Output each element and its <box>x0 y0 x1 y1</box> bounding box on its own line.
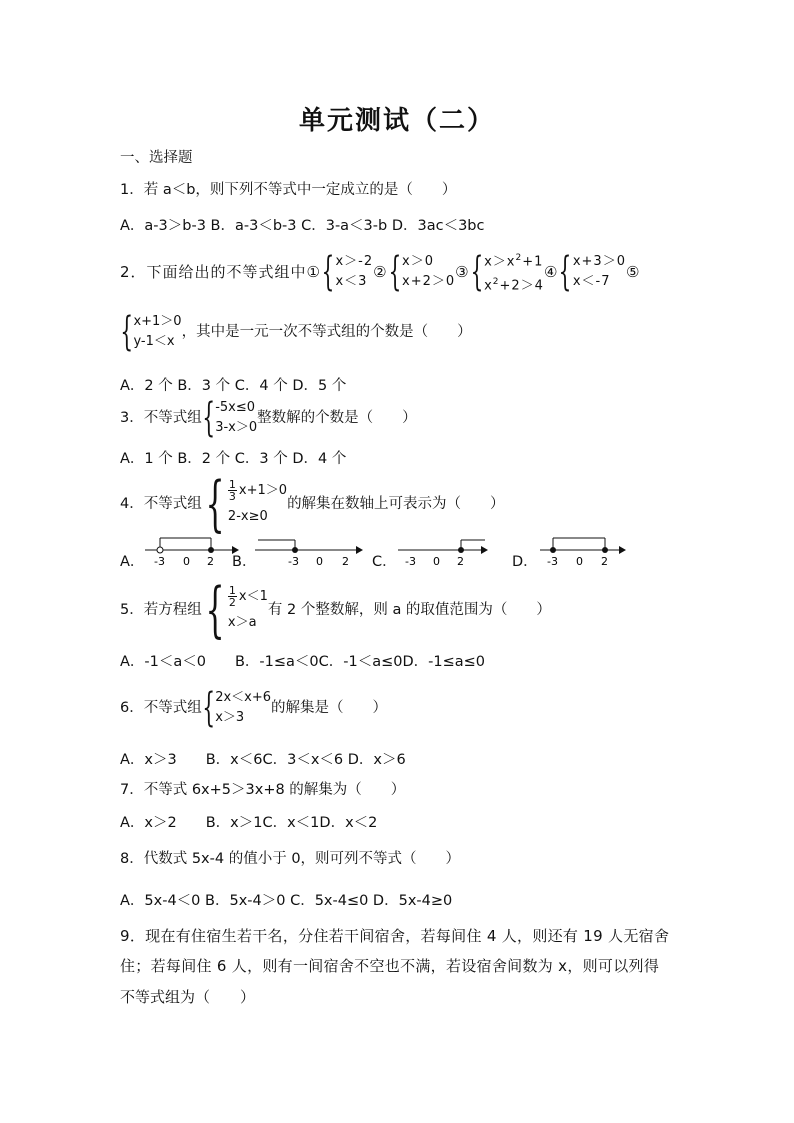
question-9-line-1: 9．现在有住宿生若干名，分住若干间宿舍，若每间住 4 人，则还有 19 人无宿舍 <box>120 927 670 945</box>
number-line-c <box>393 528 493 568</box>
svg-text:0: 0 <box>183 555 190 568</box>
option-b-label: B． <box>232 554 257 570</box>
question-2-stem: 2．下面给出的不等式组中① { x＞-2 x＜3 ② { x＞0 x+2＞0 ③ { $x>x^2+1$ $x^2+2>4$ ④ { x+3＞0 x＜-7 ⑤ <box>120 249 641 296</box>
q2-system-4: { x+3＞0 x＜-7 <box>559 249 626 296</box>
q3-system: { -5x≤0 3-x＞0 <box>202 395 258 441</box>
question-9-line-2: 住；若每间住 6 人，则有一间宿舍不空也不满，若设宿舍间数为 x，则可以列得 <box>120 957 660 975</box>
page-title: 单元测试（二） <box>298 106 495 136</box>
question-7-stem: 7．不等式 6x+5＞3x+8 的解集为（ ） <box>120 782 406 798</box>
svg-text:2: 2 <box>601 555 608 568</box>
q4-system: { $\frac{1}{3}$ x+1＞0 2-x≥0 <box>205 469 288 539</box>
svg-text:2: 2 <box>342 555 349 568</box>
question-5-options: A．-1＜a＜0 B．-1≤a＜0C．-1＜a≤0D．-1≤a≤0 <box>120 654 486 670</box>
question-7-options: A．x＞2 B．x＞1C．x＜1D．x＜2 <box>120 815 378 831</box>
question-2-options: A．2 个 B．3 个 C．4 个 D．5 个 <box>120 378 347 394</box>
svg-text:2: 2 <box>207 555 214 568</box>
q2-system-1: { x＞-2 x＜3 <box>321 249 374 296</box>
q2-lead: 2．下面给出的不等式组中① <box>120 262 321 281</box>
svg-text:2: 2 <box>457 555 464 568</box>
question-2-continued: { x+1＞0 y-1＜x ，其中是一元一次不等式组的个数是（ ） <box>120 309 472 355</box>
question-1-stem: 1．若 a＜b，则下列不等式中一定成立的是（ ） <box>120 182 457 198</box>
q6-system: { 2x＜x+6 x＞3 <box>202 685 272 731</box>
q2-system-2: { x＞0 x+2＞0 <box>388 249 456 296</box>
svg-text:-3: -3 <box>405 555 416 568</box>
option-d-label: D． <box>512 554 538 570</box>
q5-fraction: $\frac{1}{2}$ <box>228 584 236 609</box>
svg-text:-3: -3 <box>288 555 299 568</box>
svg-text:0: 0 <box>433 555 440 568</box>
question-6-options: A．x＞3 B．x＜6C．3＜x＜6 D．x＞6 <box>120 752 406 768</box>
q4-fraction: $\frac{1}{3}$ <box>228 478 236 503</box>
q2-system-3: { $x>x^2+1$ $x^2+2>4$ <box>470 249 544 296</box>
svg-text:0: 0 <box>576 555 583 568</box>
svg-text:-3: -3 <box>547 555 558 568</box>
question-8-options: A．5x-4＜0 B．5x-4＞0 C．5x-4≤0 D．5x-4≥0 <box>120 893 453 909</box>
section-heading: 一、选择题 <box>120 150 193 166</box>
question-9-line-3: 不等式组为（ ） <box>120 988 256 1006</box>
question-4-stem: 4．不等式组 { $\frac{1}{3}$ x+1＞0 2-x≥0 的解集在数轴上可表示为（ ） <box>120 469 505 539</box>
q2-system-5: { x+1＞0 y-1＜x <box>120 309 182 355</box>
question-3-options: A．1 个 B．2 个 C．3 个 D．4 个 <box>120 451 347 467</box>
option-c-label: C． <box>372 554 397 570</box>
q5-system: { $\frac{1}{2}$ x＜1 x＞a <box>205 575 268 645</box>
option-a-label: A． <box>120 554 145 570</box>
svg-text:0: 0 <box>316 555 323 568</box>
question-5-stem: 5．若方程组 { $\frac{1}{2}$ x＜1 x＞a 有 2 个整数解，则 a 的取值范围为（ ） <box>120 575 551 645</box>
number-line-d <box>535 528 630 568</box>
question-3-stem: 3．不等式组 { -5x≤0 3-x＞0 整数解的个数是（ ） <box>120 395 417 441</box>
number-line-a <box>140 528 240 568</box>
question-8-stem: 8．代数式 5x-4 的值小于 0，则可列不等式（ ） <box>120 851 461 867</box>
number-line-b <box>250 528 365 568</box>
question-6-stem: 6．不等式组 { 2x＜x+6 x＞3 的解集是（ ） <box>120 685 388 731</box>
svg-text:-3: -3 <box>154 555 165 568</box>
question-1-options: A．a-3＞b-3 B．a-3＜b-3 C．3-a＜3-b D．3ac＜3bc <box>120 218 485 234</box>
